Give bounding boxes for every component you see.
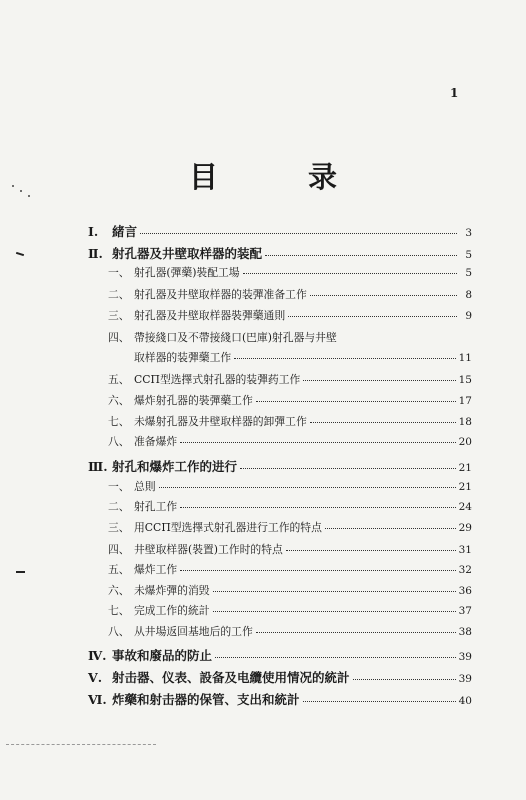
dot-leader bbox=[180, 506, 455, 508]
toc-entry-number: 八、 bbox=[108, 625, 130, 638]
toc-entry-page: 21 bbox=[458, 462, 472, 474]
toc-entry-page: 39 bbox=[458, 651, 472, 663]
toc-entry-number: 四、 bbox=[108, 543, 130, 556]
toc-entry-label: 准备爆炸 bbox=[134, 435, 178, 448]
toc-entry-page: 17 bbox=[458, 395, 472, 407]
toc-entry bbox=[108, 372, 472, 387]
toc-entry bbox=[108, 434, 472, 449]
toc-entry bbox=[108, 542, 472, 557]
scan-speck bbox=[28, 195, 30, 197]
toc-entry-label: 射孔器(彈藥)裝配工場 bbox=[134, 266, 240, 279]
toc-entry-label: 未爆炸彈的消毁 bbox=[134, 584, 210, 597]
toc-entry-number: 六、 bbox=[108, 394, 130, 407]
toc-entry-label: 射孔器及井壁取样器的装彈准备工作 bbox=[134, 288, 307, 301]
toc-entry-label: 事故和廢品的防止 bbox=[112, 648, 213, 663]
toc-entry-number: 二、 bbox=[108, 288, 130, 301]
toc-entry-number: 五、 bbox=[108, 373, 130, 386]
dot-leader bbox=[303, 700, 456, 702]
toc-entry-label: 取样器的装彈藥工作 bbox=[134, 351, 232, 364]
toc-entry-page: 8 bbox=[465, 289, 472, 301]
dot-leader bbox=[265, 254, 457, 256]
dot-leader bbox=[256, 631, 456, 633]
dot-leader bbox=[215, 656, 456, 658]
toc-entry-label: 井壁取样器(裝置)工作时的特点 bbox=[134, 543, 283, 556]
toc-entry-page: 32 bbox=[458, 564, 472, 576]
toc-entry-number: 一、 bbox=[108, 480, 130, 493]
dot-leader bbox=[180, 569, 455, 571]
toc-entry-label: 射孔器及井壁取样器裝彈藥通則 bbox=[134, 309, 286, 322]
toc-entry bbox=[134, 350, 472, 365]
toc-entry-label: 爆炸射孔器的裝彈藥工作 bbox=[134, 394, 253, 407]
toc-entry-page: 37 bbox=[458, 605, 472, 617]
toc-entry-label: 未爆射孔器及井壁取样器的卸彈工作 bbox=[134, 415, 307, 428]
toc-entry-page: 24 bbox=[458, 501, 472, 513]
toc-entry-number: 四、 bbox=[108, 331, 130, 344]
toc-entry-page: 3 bbox=[465, 227, 472, 239]
toc-entry-page: 9 bbox=[465, 310, 472, 322]
dot-leader bbox=[288, 315, 457, 317]
toc-entry-label: 完成工作的統計 bbox=[134, 604, 210, 617]
toc-entry-label: 緒言 bbox=[112, 224, 138, 239]
toc-entry-number: Ⅴ. bbox=[88, 670, 103, 685]
toc-entry-page: 39 bbox=[458, 673, 472, 685]
toc-entry-number: Ⅳ. bbox=[88, 648, 107, 663]
toc-entry bbox=[88, 244, 472, 262]
scan-mark bbox=[16, 571, 25, 573]
toc-entry-label: 从井場返回基地后的工作 bbox=[134, 625, 253, 638]
toc-entry bbox=[88, 668, 472, 686]
dot-leader bbox=[140, 232, 457, 234]
toc-entry-label: 射孔工作 bbox=[134, 500, 178, 513]
toc-entry-number: 五、 bbox=[108, 563, 130, 576]
toc-entry bbox=[108, 265, 472, 280]
toc-entry-number: 六、 bbox=[108, 584, 130, 597]
toc-entry-number: Ⅱ. bbox=[88, 246, 103, 261]
dot-leader bbox=[234, 357, 455, 359]
toc-entry bbox=[108, 287, 472, 302]
toc-entry-page: 21 bbox=[458, 481, 472, 493]
scan-speck bbox=[20, 190, 22, 192]
toc-entry-page: 36 bbox=[458, 585, 472, 597]
toc-entry-number: 八、 bbox=[108, 435, 130, 448]
scan-speck bbox=[12, 185, 14, 187]
toc-entry-label: CCП型选擇式射孔器的装彈药工作 bbox=[134, 373, 301, 386]
toc-entry-label: 射孔和爆炸工作的进行 bbox=[112, 459, 238, 474]
toc-entry-page: 20 bbox=[458, 436, 472, 448]
toc-entry-page: 38 bbox=[458, 626, 472, 638]
toc-entry-label: 射击器、仪表、設备及电纜使用情况的統計 bbox=[112, 670, 350, 685]
toc-entry bbox=[108, 603, 472, 618]
dot-leader bbox=[243, 272, 457, 274]
dot-leader bbox=[256, 400, 456, 402]
dot-leader bbox=[180, 441, 455, 443]
toc-entry bbox=[108, 393, 472, 408]
page-title: 目 录 bbox=[188, 160, 378, 194]
toc-entry-number: 三、 bbox=[108, 309, 130, 322]
toc-entry bbox=[88, 690, 472, 708]
toc-entry-number: 七、 bbox=[108, 604, 130, 617]
toc-entry-page: 29 bbox=[458, 522, 472, 534]
toc-entry-number: 三、 bbox=[108, 521, 130, 534]
toc-entry bbox=[108, 499, 472, 514]
dot-leader bbox=[286, 549, 456, 551]
dot-leader bbox=[159, 486, 456, 488]
page-number: 1 bbox=[450, 86, 459, 100]
toc-entry bbox=[88, 646, 472, 664]
scan-scuff bbox=[6, 742, 156, 745]
toc-entry bbox=[108, 479, 472, 494]
toc-entry-page: 31 bbox=[458, 544, 472, 556]
toc-entry bbox=[88, 457, 472, 475]
toc-entry-page: 15 bbox=[458, 374, 472, 386]
toc-entry-page: 5 bbox=[465, 249, 472, 261]
dot-leader bbox=[240, 467, 456, 469]
dot-leader bbox=[213, 610, 456, 612]
toc-entry-number: Ⅲ. bbox=[88, 459, 108, 474]
toc-entry bbox=[108, 308, 472, 323]
dot-leader bbox=[353, 678, 456, 680]
toc-entry-number: Ⅰ. bbox=[88, 224, 99, 239]
toc-entry bbox=[108, 520, 472, 535]
toc-entry bbox=[88, 222, 472, 240]
toc-entry-page: 11 bbox=[458, 352, 472, 364]
dot-leader bbox=[325, 527, 456, 529]
toc-entry-page: 18 bbox=[458, 416, 472, 428]
toc-entry-label: 射孔器及井壁取样器的装配 bbox=[112, 246, 263, 261]
toc-entry-page: 40 bbox=[458, 695, 472, 707]
toc-entry-number: Ⅵ. bbox=[88, 692, 107, 707]
toc-entry bbox=[108, 562, 472, 577]
toc-entry bbox=[108, 624, 472, 639]
dot-leader bbox=[310, 294, 457, 296]
toc-entry bbox=[108, 414, 472, 429]
toc-entry-label: 帶接綫口及不帶接綫口(巴庫)射孔器与井壁 bbox=[134, 331, 337, 344]
dot-leader bbox=[303, 379, 455, 381]
toc-entry-label: 用CCП型选擇式射孔器进行工作的特点 bbox=[134, 521, 322, 534]
toc-entry-number: 二、 bbox=[108, 500, 130, 513]
toc-entry-label: 总則 bbox=[134, 480, 156, 493]
toc-entry-label: 爆炸工作 bbox=[134, 563, 178, 576]
dot-leader bbox=[310, 421, 456, 423]
toc-entry-label: 炸藥和射击器的保管、支出和統計 bbox=[112, 692, 300, 707]
scan-mark bbox=[16, 252, 24, 256]
toc-entry-number: 一、 bbox=[108, 266, 130, 279]
toc-entry bbox=[108, 330, 472, 345]
toc-entry bbox=[108, 583, 472, 598]
toc-entry-page: 5 bbox=[465, 267, 472, 279]
toc-entry-number: 七、 bbox=[108, 415, 130, 428]
dot-leader bbox=[213, 590, 456, 592]
